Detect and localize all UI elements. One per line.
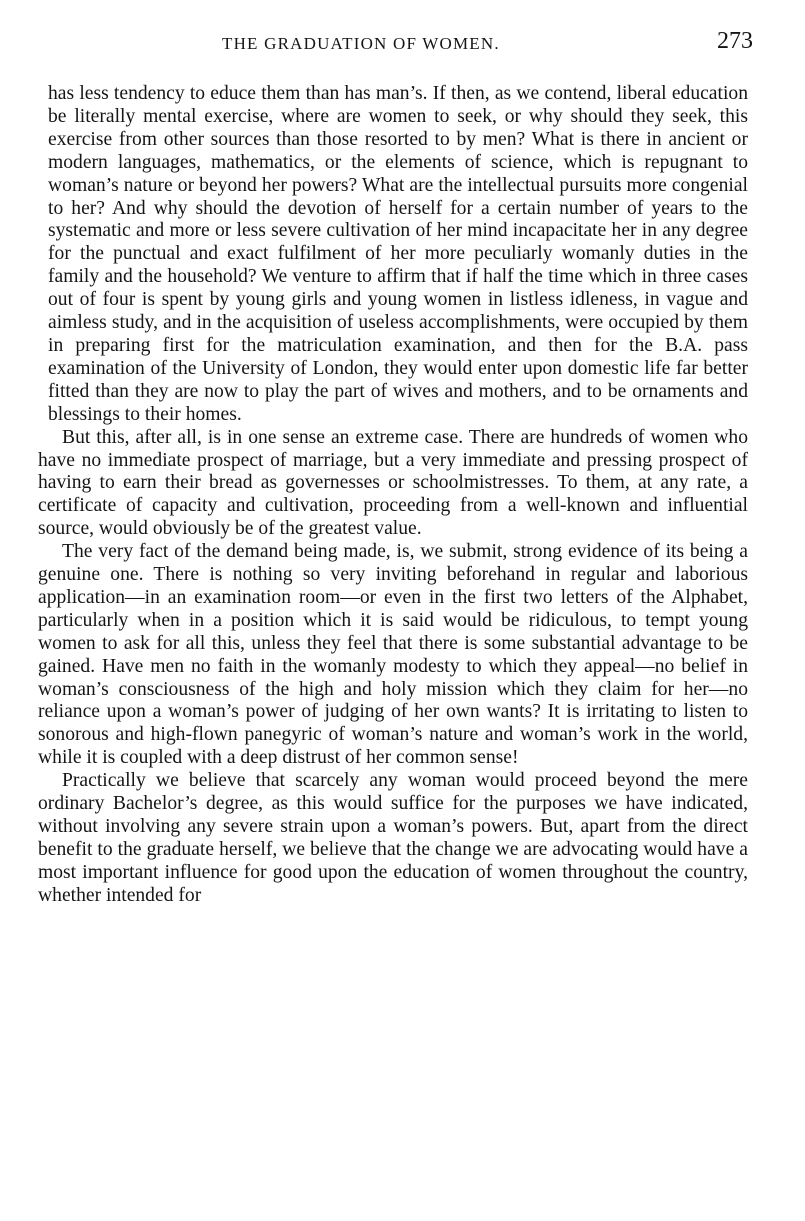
paragraph-3: The very fact of the demand being made, is, we submit, strong evidence of its being a genuine one. There is nothing so very inviting beforehand in regular and laborious application—in an examination room—or even in the first two letters of the Alphabet, particularly when in a position which it is said would be ridiculous, to tempt young women to ask for all this, unless they feel that there is some substantial advantage to be gained. Have men no faith in the womanly modesty to which they appeal—no belief in woman’s consciousness of the high and holy mission which they claim for her—no reliance upon a woman’s power of judging of her own wants? It is irritating to listen to sonorous and high-flown panegyric of woman’s nature and woman’s work in the world, while it is coupled with a deep distrust of her common sense! (38, 541, 748, 769)
page-number: 273 (717, 28, 753, 54)
running-head: THE GRADUATION OF WOMEN. (222, 34, 500, 53)
paragraph-1: has less tendency to educe them than has man’s. If then, as we contend, liberal education be literally mental exercise, where are women to seek, or why should they seek, this exercise from other sources than those resorted to by men? What is there in ancient or modern languages, mathematics, or the elements of science, which is repugnant to woman’s nature or beyond her powers? What are the intellectual pursuits more congenial to her? And why should the devotion of herself for a certain number of years to the systematic and more or less severe cultivation of her mind incapacitate her in any degree for the punctual and exact fulfilment of her more peculiarly womanly duties in the family and the household? We venture to affirm that if half the time which in three cases out of four is spent by young girls and young women in listless idleness, in vague and aimless study, and in the acquisition of useless accomplishments, were occupied by them in preparing first for the matriculation examination, and then for the B.A. pass examination of the University of London, they would enter upon domestic life far better fitted than they are now to play the part of wives and mothers, and to be ornaments and blessings to their homes. (48, 83, 748, 425)
paragraph-4: Practically we believe that scarcely any woman would proceed beyond the mere ordinary Bachelor’s degree, as this would suffice for the purposes we have indicated, without involving any severe strain upon a woman’s powers. But, apart from the direct benefit to the graduate herself, we believe that the change we are advocating would have a most important influence for good upon the education of women throughout the country, whether intended for (38, 770, 748, 906)
page-header (210, 28, 753, 58)
body-text (38, 83, 748, 908)
paragraph-2: But this, after all, is in one sense an extreme case. There are hundreds of women who have no immediate prospect of marriage, but a very immediate and pressing prospect of having to earn their bread as governesses or schoolmistresses. To them, at any rate, a certificate of capacity and cultivation, proceeding from a well-known and influential source, would obviously be of the greatest value. (38, 426, 748, 540)
